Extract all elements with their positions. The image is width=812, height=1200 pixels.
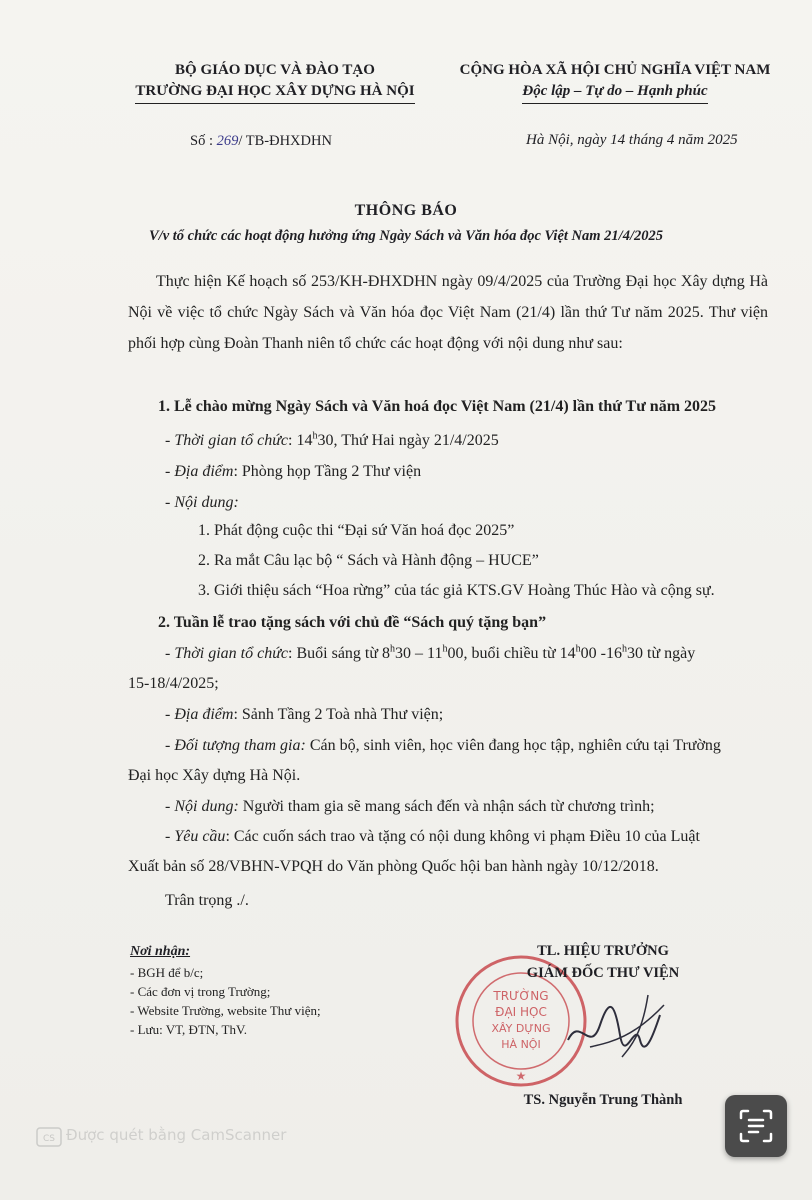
section2-time: - Thời gian tổ chức: Buổi sáng từ 8$^h$30 – 11$^h$00, buổi chiều từ 14$^h$00 -16$^h$30 từ ngày [165, 643, 696, 662]
section1-heading: 1. Lễ chào mừng Ngày Sách và Văn hoá đọc Việt Nam (21/4) lần thứ Tư năm 2025 [158, 398, 717, 415]
section2-audience: - Đối tượng tham gia: Cán bộ, sinh viên, học viên đang học tập, nghiên cứu tại Trường [165, 737, 721, 754]
intro-paragraph: Thực hiện Kế hoạch số 253/KH-ĐHXDHN ngày 09/4/2025 của Trường Đại học Xây dựng Hà Nội về việc tổ chức Ngày Sách và Văn hóa đọc Việt Nam (21/4) lần thứ Tư năm 2025. Thư viện phối hợp cùng Đoàn Thanh niên tổ chức các hoạt động với nội dung như sau: [128, 273, 768, 352]
list-item: - Lưu: VT, ĐTN, ThV. [130, 1022, 247, 1037]
section2-heading: 2. Tuần lễ trao tặng sách với chủ đề “Sách quý tặng bạn” [158, 614, 547, 631]
university-name: TRƯỜNG ĐẠI HỌC XÂY DỰNG HÀ NỘI [135, 81, 414, 104]
svg-text:★: ★ [515, 1069, 527, 1083]
svg-text:XÂY DỰNG: XÂY DỰNG [491, 1022, 551, 1035]
list-item: 1. Phát động cuộc thi “Đại sứ Văn hoá đọc 2025” [198, 522, 515, 539]
svg-text:TRƯỜNG: TRƯỜNG [493, 989, 549, 1003]
svg-text:CS: CS [43, 1134, 55, 1144]
section2-place: - Địa điểm: Sảnh Tầng 2 Toà nhà Thư viện; [165, 706, 444, 723]
camscanner-watermark: Được quét bằng CamScanner [66, 1126, 287, 1144]
national-header [430, 60, 800, 104]
section2-time-cont: 15-18/4/2025; [128, 675, 219, 692]
svg-text:HÀ NỘI: HÀ NỘI [501, 1038, 541, 1051]
list-item: - Website Trường, website Thư viện; [130, 1003, 321, 1018]
recipients-title: Nơi nhận: [130, 944, 191, 959]
document-subtitle: V/v tổ chức các hoạt động hưởng ứng Ngày Sách và Văn hóa đọc Việt Nam 21/4/2025 [149, 228, 663, 244]
svg-text:ĐẠI HỌC: ĐẠI HỌC [495, 1005, 547, 1019]
list-item: - Các đơn vị trong Trường; [130, 984, 271, 999]
list-item: 2. Ra mắt Câu lạc bộ “ Sách và Hành động – HUCE” [198, 552, 539, 569]
scan-text-button[interactable] [725, 1095, 787, 1157]
closing-text: Trân trọng ./. [165, 892, 249, 909]
section1-time: - Thời gian tổ chức: 14$^h$30, Thứ Hai ngày 21/4/2025 [165, 430, 499, 449]
signature-line2: GIÁM ĐỐC THƯ VIỆN [526, 965, 680, 981]
ministry-name: BỘ GIÁO DỤC VÀ ĐÀO TẠO [175, 62, 375, 78]
section1-content-label: - Nội dung: [165, 494, 239, 511]
section1-place: - Địa điểm: Phòng họp Tầng 2 Thư viện [165, 463, 422, 480]
section2-requirement: - Yêu cầu: Các cuốn sách trao và tặng có nội dung không vi phạm Điều 10 của Luật [165, 828, 700, 845]
document-title: THÔNG BÁO [354, 202, 458, 219]
scan-text-icon [739, 1109, 773, 1143]
handwritten-number: 269 [216, 133, 239, 149]
national-motto: Độc lập – Tự do – Hạnh phúc [522, 81, 707, 104]
list-item: - BGH để b/c; [130, 965, 204, 980]
signature-title [478, 940, 728, 984]
document-number: Số : 269/ TB-ĐHXDHN [190, 133, 332, 149]
list-item: 3. Giới thiệu sách “Hoa rừng” của tác giả KTS.GV Hoàng Thúc Hào và cộng sự. [198, 582, 715, 599]
signature-line1: TL. HIỆU TRƯỞNG [537, 943, 669, 959]
section2-requirement-cont: Xuất bản số 28/VBHN-VPQH do Văn phòng Quốc hội ban hành ngày 10/12/2018. [128, 858, 659, 875]
camscanner-logo-icon [36, 1127, 62, 1147]
section2-content: - Nội dung: Người tham gia sẽ mang sách đến và nhận sách từ chương trình; [165, 798, 655, 815]
signer-name: TS. Nguyễn Trung Thành [523, 1092, 683, 1108]
section2-audience-cont: Đại học Xây dựng Hà Nội. [128, 767, 301, 784]
handwritten-signature [560, 985, 670, 1065]
republic-title: CỘNG HÒA XÃ HỘI CHỦ NGHĨA VIỆT NAM [459, 62, 771, 78]
document-date: Hà Nội, ngày 14 tháng 4 năm 2025 [526, 132, 738, 148]
issuer-block [110, 60, 440, 104]
